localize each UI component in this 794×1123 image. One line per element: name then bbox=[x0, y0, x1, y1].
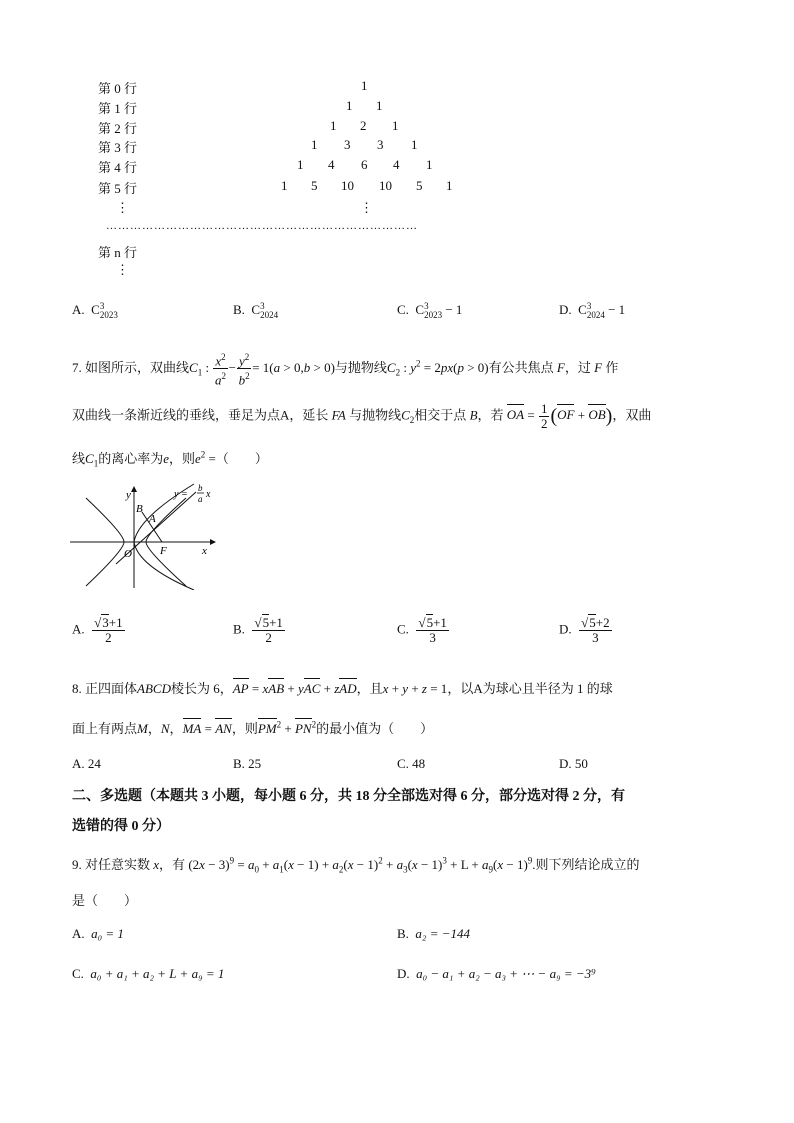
triangle-number: 5 bbox=[416, 178, 423, 193]
triangle-number: 1 bbox=[411, 137, 418, 152]
triangle-number: 3 bbox=[377, 137, 384, 152]
vertical-dots: ⋮ bbox=[116, 200, 129, 215]
q8-option-a[interactable]: A. 24 bbox=[72, 756, 101, 771]
asymptote-num: b bbox=[198, 483, 203, 493]
asymptote-var: x bbox=[206, 489, 211, 500]
option-b[interactable]: B. C 3 2024 bbox=[233, 301, 279, 321]
triangle-number: 1 bbox=[361, 78, 368, 93]
row-label: 第 5 行 bbox=[98, 181, 138, 196]
q8-line-1: 8. 正四面体ABCD棱长为 6，AP = xAB + yAC + zAD，且x + y + z = 1，以A为球心且半径为 1 的球 bbox=[72, 681, 613, 696]
hyperbola-parabola-graph bbox=[68, 478, 218, 590]
point-a-label: A bbox=[149, 513, 156, 525]
row-label: 第 3 行 bbox=[98, 140, 138, 155]
x-axis-arrow bbox=[210, 539, 216, 545]
vertical-dots: ⋮ bbox=[116, 262, 129, 277]
triangle-number: 1 bbox=[426, 157, 433, 172]
y-axis-label: y bbox=[126, 489, 131, 501]
row-label: 第 0 行 bbox=[98, 81, 138, 96]
y-axis-arrow bbox=[131, 486, 137, 492]
nth-row-label: 第 n 行 bbox=[98, 245, 138, 260]
option-c[interactable]: C. C 3 2023 − 1 bbox=[397, 301, 463, 321]
q9-option-b[interactable]: B. a₂ = −144 bbox=[397, 926, 470, 941]
triangle-number: 4 bbox=[328, 157, 335, 172]
triangle-number: 1 bbox=[446, 178, 453, 193]
q7-option-d[interactable]: D. $\frac{√5+2}{3}$ bbox=[559, 615, 610, 645]
q8-option-b[interactable]: B. 25 bbox=[233, 756, 262, 771]
q8-line-2: 面上有两点M，N，MA = AN，则$PM^2 + PN^2$的最小值为（ ） bbox=[72, 719, 434, 736]
asymptote-label: y = bbox=[174, 489, 188, 500]
triangle-number: 10 bbox=[379, 178, 392, 193]
triangle-number: 2 bbox=[360, 118, 367, 133]
q7-line-3: 线$C_1$的离心率为e，则$e^2$ =（ ） bbox=[72, 449, 268, 469]
triangle-number: 6 bbox=[361, 157, 368, 172]
row-label: 第 2 行 bbox=[98, 121, 138, 136]
q9-line-1: 9. 对任意实数 x，有 $(2x - 3)^9 = a_0 + a_1(x - 1) + a_2(x - 1)^2 + a_3(x - 1)^3 + L + a_9(x - 1)^9$.则下列结论成立的 bbox=[72, 855, 640, 875]
q9-option-d[interactable]: D. a₀ − a₁ + a₂ − a₃ + ⋯ − a₉ = −3⁹ bbox=[397, 966, 596, 981]
q9-option-c[interactable]: C. a₀ + a₁ + a₂ + L + a₉ = 1 bbox=[72, 966, 225, 981]
triangle-number: 1 bbox=[330, 118, 337, 133]
triangle-number: 1 bbox=[376, 98, 383, 113]
point-b-label: B bbox=[136, 503, 143, 515]
triangle-number: 1 bbox=[392, 118, 399, 133]
row-label: 第 4 行 bbox=[98, 160, 138, 175]
q7-option-c[interactable]: C. $\frac{√5+1}{3}$ bbox=[397, 615, 447, 645]
asymptote-den: a bbox=[198, 494, 203, 504]
q8-option-d[interactable]: D. 50 bbox=[559, 756, 588, 771]
section-2-heading: 二、多选题（本题共 3 小题，每小题 6 分，共 18 分全部选对得 6 分，部分选对得 2 分，有 bbox=[72, 789, 625, 804]
q8-option-c[interactable]: C. 48 bbox=[397, 756, 426, 771]
q7-line-2: 双曲线一条渐近线的垂线，垂足为点A，延长 FA 与抛物线$C_2$相交于点 B，若 OA = $\frac{1}{2}$ (OF + OB)，双曲 bbox=[72, 401, 652, 431]
q7-option-a[interactable]: A. $\frac{√3+1}{2}$ bbox=[72, 615, 123, 645]
x-axis-label: x bbox=[202, 545, 207, 557]
q9-line-2: 是（ ） bbox=[72, 893, 138, 908]
dotted-separator: …………………………………………………………………… bbox=[106, 220, 418, 232]
section-2-heading-cont: 选错的得 0 分） bbox=[72, 819, 170, 834]
option-d[interactable]: D. C 3 2024 − 1 bbox=[559, 301, 626, 321]
q7-line-1: 7. 如图所示，双曲线$C_1$ : $\frac{x^2}{a^2}$ − $\frac{y^2}{b^2}$ = 1(a > 0,b > 0)与抛物线$C_2$ : $y^2 = 2px(p > 0)$有公共焦点 F，过 F 作 bbox=[72, 352, 619, 388]
q7-option-b[interactable]: B. $\frac{√5+1}{2}$ bbox=[233, 615, 283, 645]
vertical-dots: ⋮ bbox=[360, 200, 373, 215]
triangle-number: 1 bbox=[281, 178, 288, 193]
triangle-number: 1 bbox=[311, 137, 318, 152]
triangle-number: 4 bbox=[393, 157, 400, 172]
q9-option-a[interactable]: A. a₀ = 1 bbox=[72, 926, 124, 941]
triangle-number: 3 bbox=[344, 137, 351, 152]
row-label: 第 1 行 bbox=[98, 101, 138, 116]
triangle-number: 1 bbox=[346, 98, 353, 113]
triangle-number: 5 bbox=[311, 178, 318, 193]
triangle-number: 1 bbox=[297, 157, 304, 172]
origin-label: O bbox=[124, 548, 132, 560]
focus-label: F bbox=[160, 545, 167, 557]
triangle-number: 10 bbox=[341, 178, 354, 193]
option-a[interactable]: A. C 3 2023 bbox=[72, 301, 118, 321]
